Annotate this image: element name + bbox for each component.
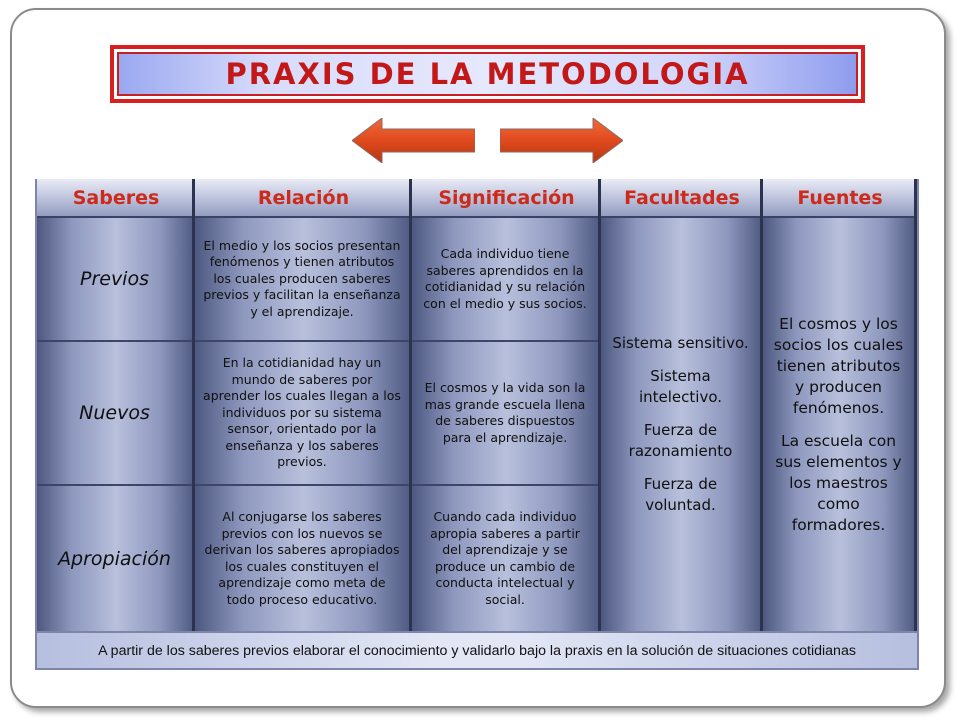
column-fuentes: [763, 179, 917, 631]
page-title: PRAXIS DE LA METODOLOGIA: [225, 57, 750, 91]
facultades-list: [605, 218, 756, 631]
header-saberes: Saberes: [37, 179, 195, 218]
facultad-item: Sistema sensitivo.: [612, 334, 749, 352]
fuentes-list: [767, 218, 910, 631]
label-previos: Previos: [79, 268, 149, 290]
label-nuevos: Nuevos: [79, 402, 150, 424]
column-facultades: [601, 179, 763, 631]
facultad-item: Fuerza de voluntad.: [643, 475, 718, 514]
facultad-item: Fuerza de razonamiento: [628, 421, 733, 460]
column-saberes: [37, 179, 195, 631]
title-banner: [110, 45, 865, 103]
fuente-item: El cosmos y los socios los cuales tienen atributos y producen fenómenos.: [773, 314, 904, 417]
arrow-right-icon: [500, 118, 623, 163]
relacion-nuevos: En la cotidianidad hay un mundo de saberes por aprender los cuales llegan a los individuos por su sistema sensor, orientado por la enseñanza y los saberes previos.: [203, 355, 401, 470]
arrow-left-icon: [352, 118, 475, 163]
significacion-apropiacion: Cuando cada individuo apropia saberes a partir del aprendizaje y se produce un cambio de conducta intelectual y social.: [430, 509, 580, 607]
column-relacion: [195, 179, 412, 631]
title-banner-inner: [117, 52, 858, 96]
relacion-apropiacion: Al conjugarse los saberes previos con los nuevos se derivan los saberes apropiados los cuales constituyen el aprendizaje como meta de todo proceso educativo.: [204, 509, 400, 607]
methodology-table: [35, 179, 919, 670]
column-significacion: [412, 179, 601, 631]
label-apropiacion: Apropiación: [58, 547, 171, 570]
header-facultades: Facultades: [601, 179, 763, 218]
header-fuentes: Fuentes: [763, 179, 917, 218]
relacion-previos: El medio y los socios presentan fenómenos y tienen atributos los cuales producen saberes previos y facilitan la enseñanza y el aprendizaje.: [203, 237, 401, 319]
significacion-nuevos: El cosmos y la vida son la mas grande escuela llena de saberes dispuestos para el aprendizaje.: [424, 380, 586, 445]
header-relacion: Relación: [195, 179, 412, 218]
facultad-item: Sistema intelectivo.: [638, 367, 723, 406]
significacion-previos: Cada individuo tiene saberes aprendidos en la cotidianidad y su relación con el medio y sus socios.: [423, 246, 587, 311]
header-significacion: Significación: [412, 179, 601, 218]
fuente-item: La escuela con sus elementos y los maestros como formadores.: [775, 431, 902, 534]
footer-summary: A partir de los saberes previos elaborar el conocimiento y validarlo bajo la praxis en la solución de situaciones cotidianas: [37, 633, 917, 668]
